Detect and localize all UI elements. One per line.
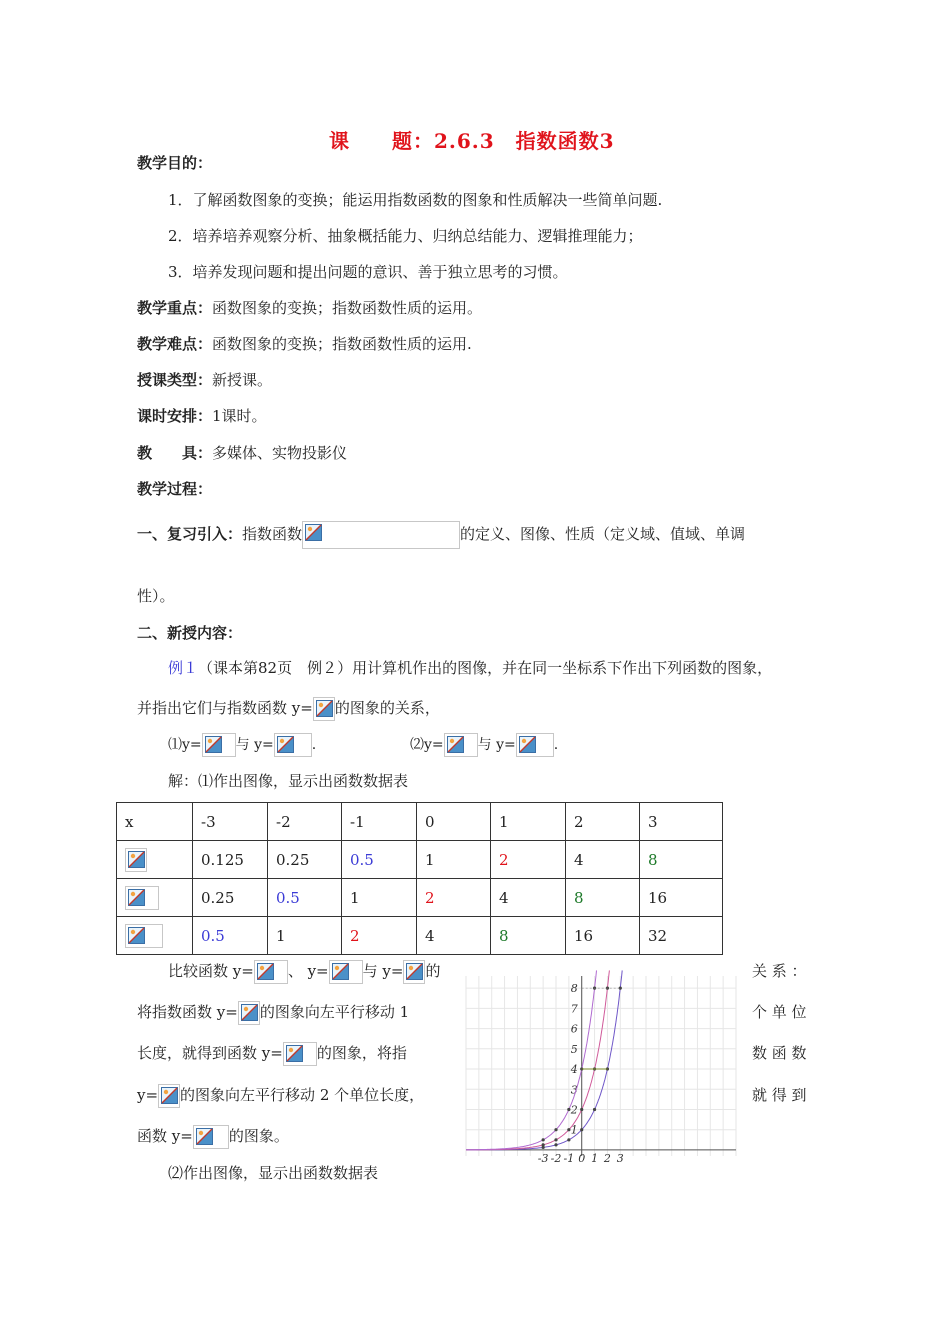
compare-text: y= [137, 1086, 159, 1104]
table-cell: 1 [417, 841, 491, 879]
new-content-label: 二、新授内容： [137, 624, 243, 642]
table-cell: x [117, 803, 193, 841]
key-point-text: 函数图象的变换；指数函数性质的运用。 [212, 299, 483, 317]
y-tick-label: 4 [570, 1063, 578, 1077]
table-cell: 4 [417, 917, 491, 955]
picture-icon [316, 700, 333, 717]
table-cell: 1 [491, 803, 566, 841]
table-cell: 0.25 [193, 879, 268, 917]
compare-text: 长度，就得到函数 y= [137, 1044, 283, 1062]
example-text-2b: 的图象的关系， [334, 699, 440, 717]
picture-icon [406, 963, 423, 980]
picture-icon [286, 1045, 303, 1062]
page-title: 课 题：2.6.3 指数函数3 [329, 129, 615, 153]
goals-heading: 教学目的： [137, 154, 213, 172]
schedule-label: 课时安排： [137, 407, 213, 425]
compare-line-4 [137, 1084, 424, 1108]
x-tick-label: 0 [578, 1151, 586, 1165]
picture-icon [128, 889, 145, 906]
image-placeholder-icon [403, 960, 425, 984]
y-tick-label: 5 [570, 1042, 578, 1056]
data-point [580, 1128, 583, 1131]
compare-text-right: 个 单 位 [752, 1003, 807, 1021]
table-cell: 1 [342, 879, 417, 917]
review-text-3: 性）。 [137, 587, 175, 605]
table-cell: 0.25 [268, 841, 342, 879]
example-text-2a: 并指出它们与指数函数 y= [137, 699, 313, 717]
x-tick-label: 1 [591, 1151, 599, 1165]
table-cell: 0.125 [193, 841, 268, 879]
table-cell: 16 [640, 879, 723, 917]
key-point-line [137, 297, 482, 318]
compare-text: 比较函数 y= [168, 962, 254, 980]
part2-end: . [553, 737, 559, 753]
key-point-label: 教学重点： [137, 299, 213, 317]
image-placeholder-icon [125, 886, 159, 910]
table-cell: 2 [566, 803, 640, 841]
table-cell: -1 [342, 803, 417, 841]
table-cell: 2 [491, 841, 566, 879]
image-placeholder-icon [125, 924, 163, 948]
step2-text: ⑵作出图像，显示出函数数据表 [168, 1164, 379, 1182]
x-tick-label: 2 [603, 1151, 611, 1165]
picture-icon [241, 1004, 258, 1021]
part1-label: ⑴y= [168, 737, 202, 753]
goal-item-3: 3．培养发现问题和提出问题的意识、善于独立思考的习惯。 [168, 263, 568, 281]
compare-text: 的图象，将指 [316, 1044, 407, 1062]
data-point [580, 1108, 583, 1111]
example-link[interactable]: 例１ [168, 659, 199, 677]
image-placeholder-icon [254, 960, 288, 984]
difficulty-text: 函数图象的变换；指数函数性质的运用. [212, 335, 472, 353]
table-cell: 0.5 [193, 917, 268, 955]
picture-icon [305, 524, 322, 541]
table-cell: 8 [491, 917, 566, 955]
y-tick-label: 3 [570, 1083, 578, 1097]
table-cell: 32 [640, 917, 723, 955]
y-tick-label: 8 [570, 982, 578, 996]
data-point [567, 1108, 570, 1111]
y-tick-label: 2 [570, 1103, 578, 1117]
lesson-type-text: 新授课。 [212, 371, 273, 389]
table-cell: 4 [566, 841, 640, 879]
example-line-2 [137, 697, 440, 721]
solution-text: 解：⑴作出图像，显示出函数数据表 [168, 772, 409, 790]
part2-label: ⑵y= [410, 737, 444, 753]
part1-mid: 与 y= [235, 737, 274, 753]
compare-text-right: 数 函 数 [752, 1044, 807, 1062]
example-line-1 [168, 657, 772, 678]
compare-text: 函数 y= [137, 1127, 193, 1145]
picture-icon [205, 736, 222, 753]
data-table [116, 802, 723, 955]
image-placeholder-icon [238, 1001, 260, 1025]
compare-text: 的图象向左平行移动 1 [259, 1003, 410, 1021]
image-placeholder-icon [274, 733, 312, 757]
compare-line-5 [137, 1125, 289, 1149]
compare-text-right: 关 系 ： [752, 962, 807, 980]
image-placeholder-icon [329, 960, 363, 984]
x-tick-label: 3 [616, 1151, 624, 1165]
table-row [117, 917, 723, 955]
series-line [466, 970, 609, 1150]
data-point [554, 1143, 557, 1146]
table-cell: 0 [417, 803, 491, 841]
y-tick-label: 6 [570, 1022, 578, 1036]
compare-line-3 [137, 1042, 407, 1066]
tools-line [137, 442, 347, 463]
compare-text: 将指数函数 y= [137, 1003, 238, 1021]
x-tick-label: -3 [537, 1151, 549, 1165]
data-point [554, 1138, 557, 1141]
compare-line-2 [137, 1001, 409, 1025]
table-cell: 3 [640, 803, 723, 841]
data-point [567, 1138, 570, 1141]
schedule-line [137, 405, 267, 426]
review-text-1: 指数函数 [242, 525, 303, 543]
exponential-graph [466, 976, 736, 1165]
review-text-2: 的定义、图像、性质（定义域、值域、单调 [460, 525, 746, 543]
table-cell: -3 [193, 803, 268, 841]
table-cell: 2 [342, 917, 417, 955]
goal-item-2: 2．培养培养观察分析、抽象概括能力、归纳总结能力、逻辑推理能力； [168, 227, 643, 245]
review-label: 一、复习引入： [137, 525, 243, 543]
table-row-label [117, 917, 193, 955]
difficulty-line [137, 333, 472, 354]
table-row [117, 879, 723, 917]
data-point [542, 1143, 545, 1146]
image-placeholder-icon [125, 848, 147, 872]
tools-label: 教 具： [137, 444, 213, 462]
part1-end: . [311, 737, 317, 753]
table-row [117, 803, 723, 841]
image-placeholder-icon [158, 1084, 180, 1108]
table-cell: 0.5 [342, 841, 417, 879]
y-tick-label: 1 [570, 1123, 578, 1137]
image-placeholder-icon [516, 733, 554, 757]
picture-icon [519, 736, 536, 753]
image-placeholder-icon [444, 733, 478, 757]
process-label: 教学过程： [137, 480, 213, 498]
table-row [117, 841, 723, 879]
compare-line-1 [168, 960, 440, 984]
picture-icon [128, 927, 145, 944]
schedule-text: 1课时。 [212, 407, 267, 425]
example-part-1 [168, 733, 316, 757]
table-cell: 2 [417, 879, 491, 917]
image-placeholder-icon [202, 733, 236, 757]
table-cell: 0.5 [268, 879, 342, 917]
lesson-type-label: 授课类型： [137, 371, 213, 389]
image-placeholder-icon [283, 1042, 317, 1066]
picture-icon [257, 963, 274, 980]
example-part-2 [410, 733, 558, 757]
picture-icon [277, 736, 294, 753]
data-point [542, 1138, 545, 1141]
compare-text: 的 [425, 962, 441, 980]
table-cell: 8 [640, 841, 723, 879]
review-line [137, 521, 745, 549]
table-row-label [117, 841, 193, 879]
lesson-type-line [137, 369, 272, 390]
difficulty-label: 教学难点： [137, 335, 213, 353]
table-cell: -2 [268, 803, 342, 841]
table-cell: 16 [566, 917, 640, 955]
part2-mid: 与 y= [477, 737, 516, 753]
picture-icon [161, 1087, 178, 1104]
image-placeholder-icon [193, 1125, 229, 1149]
data-point [567, 1128, 570, 1131]
picture-icon [332, 963, 349, 980]
compare-text: 与 y= [362, 962, 404, 980]
x-tick-label: -1 [563, 1151, 575, 1165]
data-point [593, 1108, 596, 1111]
series-line [466, 970, 622, 1150]
tools-text: 多媒体、实物投影仪 [212, 444, 348, 462]
example-text-1: （课本第82页 例２）用计算机作出的图像，并在同一坐标系下作出下列函数的图象， [198, 659, 773, 677]
table-cell: 8 [566, 879, 640, 917]
compare-text: 、 y= [287, 962, 329, 980]
image-placeholder-icon [302, 521, 460, 549]
table-cell: 1 [268, 917, 342, 955]
x-tick-label: -2 [550, 1151, 562, 1165]
compare-text-right: 就 得 到 [752, 1086, 807, 1104]
picture-icon [128, 851, 145, 868]
picture-icon [196, 1128, 213, 1145]
compare-text: 的图象向左平行移动 2 个单位长度， [180, 1086, 425, 1104]
picture-icon [447, 736, 464, 753]
goal-item-1: 1．了解函数图象的变换；能运用指数函数的图象和性质解决一些简单问题. [168, 191, 663, 209]
table-row-label [117, 879, 193, 917]
data-point [554, 1128, 557, 1131]
image-placeholder-icon [313, 697, 335, 721]
compare-text: 的图象。 [228, 1127, 289, 1145]
table-cell: 4 [491, 879, 566, 917]
y-tick-label: 7 [570, 1002, 578, 1016]
